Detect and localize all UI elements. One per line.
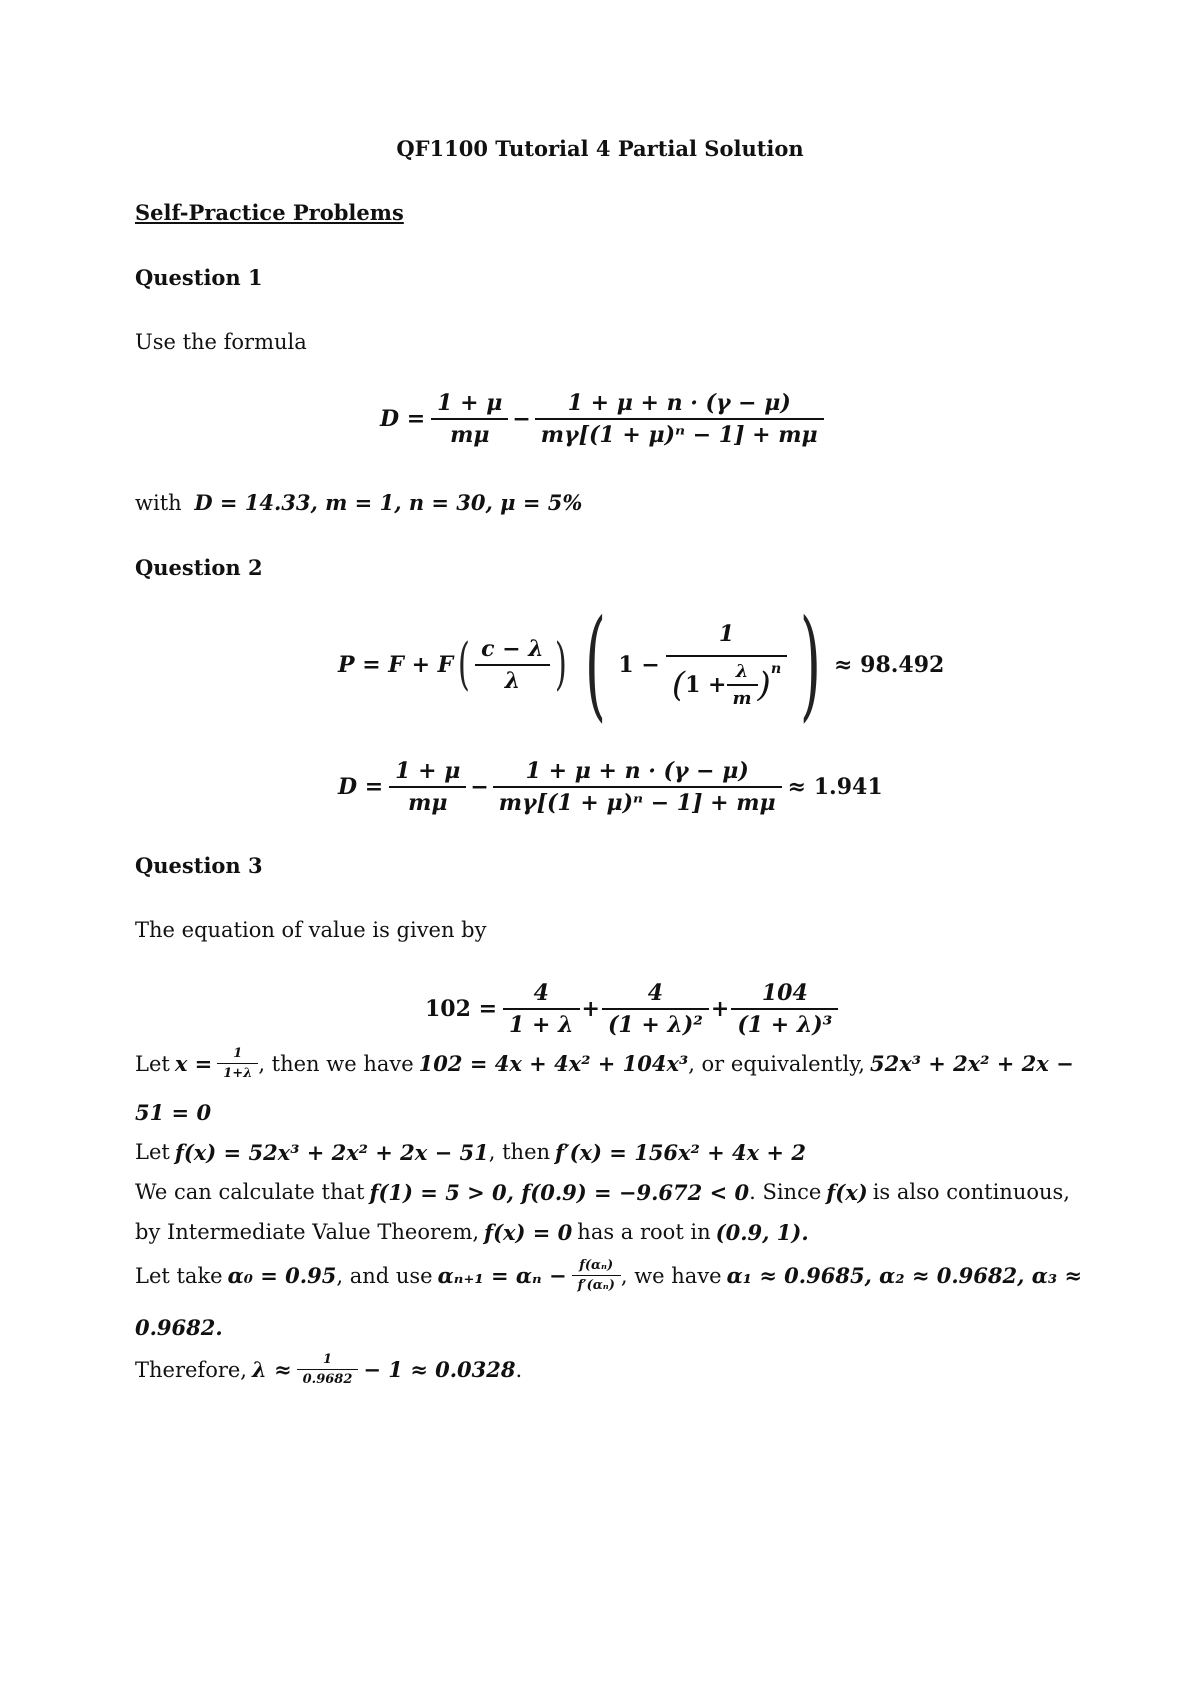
- q3-line1-eq2: 52x³ + 2x² + 2x −: [869, 1051, 1074, 1076]
- q2-one-minus: 1 −: [618, 652, 660, 678]
- q3-line1-rest-b: , or equivalently,: [688, 1051, 865, 1076]
- q3-term3-num: 104: [761, 980, 808, 1006]
- q2-inner-exp: n: [770, 661, 782, 677]
- q2-inner-one-plus: 1 +: [685, 672, 727, 698]
- q3-line1-rest-a: , then we have: [258, 1051, 414, 1076]
- page-title: QF1100 Tutorial 4 Partial Solution: [396, 136, 804, 161]
- q3-line3-fp: f′(x) = 156x² + 4x + 2: [555, 1140, 806, 1165]
- q3-line6-a0: α₀ = 0.95: [227, 1263, 337, 1288]
- q3-line6-c: , we have: [620, 1263, 722, 1288]
- q3-line5-a: by Intermediate Value Theorem,: [135, 1220, 480, 1244]
- q2-price-frac-den: λ: [475, 664, 550, 694]
- q3-heading: Question 3: [135, 853, 263, 878]
- q3-line4-a: We can calculate that: [135, 1180, 365, 1204]
- q1-frac1: [431, 390, 508, 448]
- q3-line1-x: x =: [174, 1051, 213, 1076]
- q3-line1-let: Let: [135, 1051, 170, 1076]
- q1-intro: Use the formula: [135, 330, 307, 354]
- q1-params: D = 14.33, m = 1, n = 30, μ = 5%: [194, 490, 583, 515]
- q1-frac2-num: 1 + μ + n · (γ − μ): [567, 390, 791, 416]
- q3-line1-frac: [217, 1046, 258, 1081]
- q3-line3-f: f(x) = 52x³ + 2x² + 2x − 51: [174, 1140, 489, 1165]
- q3-plus1: +: [581, 996, 600, 1022]
- q3-term2-den: (1 + λ)²: [602, 1008, 709, 1038]
- q3-line3-then: , then: [488, 1140, 551, 1164]
- q3-line7: 0.9682.: [135, 1315, 223, 1340]
- q3-line6-vals: α₁ ≈ 0.9685, α₂ ≈ 0.9682, α₃ ≈: [726, 1263, 1083, 1288]
- q3-line8-period: .: [515, 1357, 523, 1382]
- q2-paren-open: (: [458, 632, 471, 697]
- q3-term1-num: 4: [533, 980, 549, 1006]
- q1-with-text: with: [135, 491, 182, 515]
- q2-duration-formula: [338, 758, 883, 816]
- q2-dur-frac1-den: mμ: [389, 786, 466, 816]
- q3-line8-frac: [297, 1352, 359, 1387]
- q1-minus: −: [512, 406, 531, 432]
- q2-price-frac-num: c − λ: [481, 636, 544, 662]
- q1-frac1-num: 1 + μ: [437, 390, 503, 416]
- q2-dur-minus: −: [470, 774, 489, 800]
- q2-price-result: ≈ 98.492: [834, 652, 945, 678]
- q3-line3-let: Let: [135, 1140, 170, 1164]
- q3-term1: [503, 980, 580, 1038]
- q3-eq-lhs: 102 =: [425, 996, 498, 1022]
- q2-price-frac: [475, 636, 550, 694]
- q2-inner-den: [666, 655, 787, 709]
- q2-dur-frac2-den: mγ[(1 + μ)ⁿ − 1] + mμ: [493, 786, 782, 816]
- q3-term2-num: 4: [647, 980, 664, 1006]
- q2-inner-num: 1: [718, 621, 735, 647]
- q3-line5: [135, 1220, 809, 1245]
- q2-dur-frac1-num: 1 + μ: [395, 758, 461, 784]
- q3-plus2: +: [710, 996, 730, 1022]
- q3-line6-iter-den: f′(αₙ): [572, 1275, 621, 1293]
- q3-term2: [602, 980, 709, 1038]
- q3-line8-frac-num: 1: [322, 1352, 333, 1367]
- q1-duration-formula: [380, 390, 824, 448]
- q3-line4-c: is also continuous,: [872, 1180, 1070, 1204]
- q2-paren-close: ): [554, 632, 567, 697]
- q1-frac2-den: mγ[(1 + μ)ⁿ − 1] + mμ: [535, 418, 824, 448]
- q2-price-lhs: P = F + F: [338, 652, 454, 678]
- q3-line3: [135, 1140, 806, 1165]
- q3-line8-frac-den: 0.9682: [297, 1369, 359, 1387]
- q2-inner-lambda-frac: [727, 661, 758, 709]
- q3-line4-f1: f(1) = 5 > 0, f(0.9) = −9.672 < 0: [369, 1180, 750, 1205]
- q2-inner-lambda-num: λ: [735, 661, 749, 682]
- q2-heading: Question 2: [135, 555, 263, 580]
- q1-frac1-den: mμ: [431, 418, 508, 448]
- q3-line6: [135, 1258, 1082, 1293]
- q2-inner-paren-open: (: [671, 665, 686, 705]
- q3-line5-int: (0.9, 1).: [715, 1220, 809, 1245]
- q3-line6-iter-num: f(αₙ): [579, 1258, 614, 1273]
- q3-line8-lambda: λ ≈: [251, 1357, 292, 1382]
- q1-params-line: [135, 490, 582, 515]
- q2-inner-paren-close: ): [757, 665, 771, 705]
- q3-line1: [135, 1046, 1074, 1081]
- q3-line8-rest: − 1 ≈ 0.0328: [363, 1357, 516, 1382]
- q2-duration-result: ≈ 1.941: [787, 774, 883, 800]
- q3-line8-a: Therefore,: [135, 1357, 247, 1382]
- q1-frac2: [535, 390, 824, 448]
- q3-line8: [135, 1352, 522, 1387]
- q1-formula-lhs: D =: [380, 406, 426, 432]
- q1-heading: Question 1: [135, 265, 263, 290]
- q3-line4-fx: f(x): [826, 1180, 868, 1205]
- q3-term1-den: 1 + λ: [503, 1008, 580, 1038]
- q3-line5-fx: f(x) = 0: [484, 1220, 573, 1245]
- q3-line6-iter-lhs: αₙ₊₁ = αₙ −: [437, 1263, 567, 1288]
- q3-intro: The equation of value is given by: [135, 918, 487, 942]
- q3-line4: [135, 1180, 1070, 1205]
- q2-price-formula: [338, 595, 945, 734]
- section-heading: Self-Practice Problems: [135, 200, 404, 225]
- q2-dur-frac1: [389, 758, 466, 816]
- q3-term3: [731, 980, 838, 1038]
- q2-bigparen-close: ): [800, 595, 822, 734]
- q3-line6-iter-frac: [572, 1258, 621, 1293]
- q2-duration-lhs: D =: [338, 774, 384, 800]
- q3-value-equation: [425, 980, 838, 1038]
- q3-term3-den: (1 + λ)³: [731, 1008, 838, 1038]
- q3-line5-b: has a root in: [577, 1220, 711, 1244]
- q3-line6-b: , and use: [336, 1263, 433, 1288]
- q3-line1-eq1: 102 = 4x + 4x² + 104x³: [418, 1051, 689, 1076]
- q3-line4-b: . Since: [749, 1180, 822, 1204]
- q3-line1-frac-num: 1: [233, 1046, 243, 1061]
- q2-inner-frac: [666, 621, 787, 709]
- q3-line2: 51 = 0: [135, 1100, 212, 1125]
- q2-dur-frac2: [493, 758, 782, 816]
- q2-dur-frac2-num: 1 + μ + n · (γ − μ): [525, 758, 749, 784]
- q3-line1-frac-den: 1+λ: [217, 1063, 258, 1081]
- q3-line6-a: Let take: [135, 1263, 223, 1288]
- q2-bigparen-open: (: [584, 595, 606, 734]
- q2-inner-lambda-den: m: [727, 684, 758, 709]
